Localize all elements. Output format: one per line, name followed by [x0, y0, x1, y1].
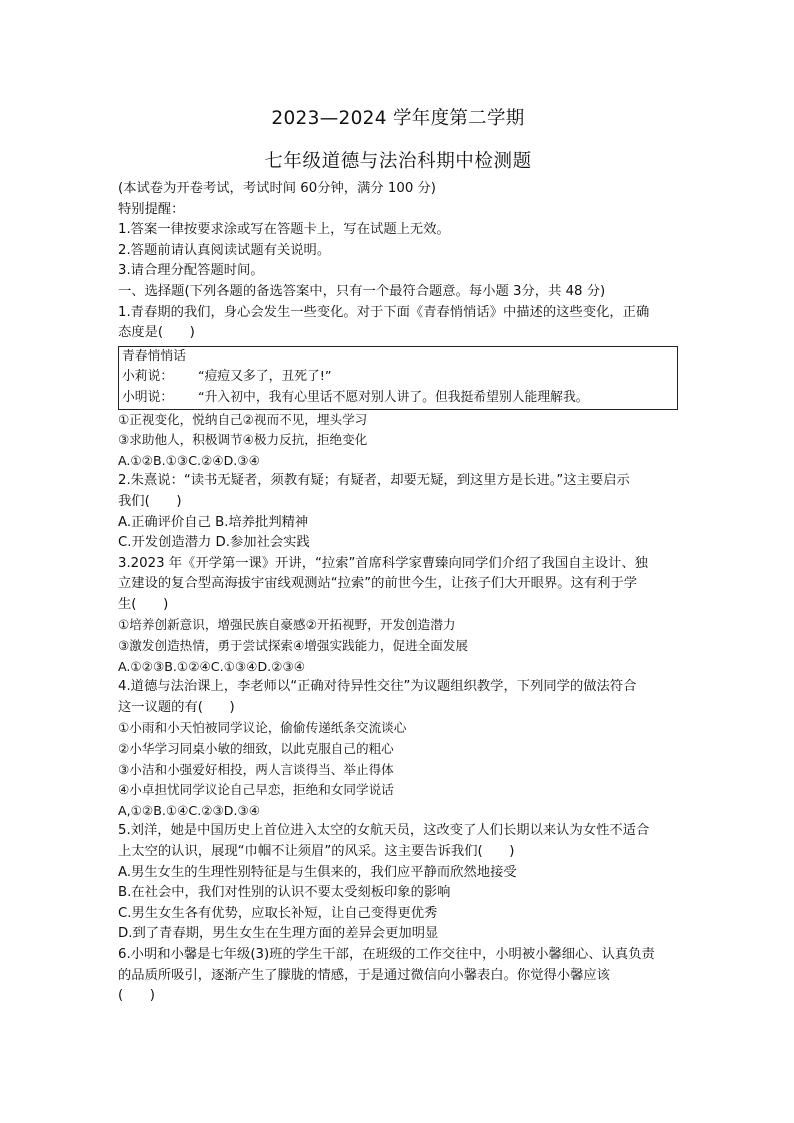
q1-stem-line2: 态度是( )	[118, 325, 195, 341]
q5-choice-d: D.到了青春期，男生女生在生理方面的差异会更加明显	[118, 926, 439, 942]
exam-subject-title: 七年级道德与法治科期中检测题	[264, 151, 532, 172]
q1-options-line2: ③求助他人，积极调节④极力反抗，拒绝变化	[118, 432, 368, 448]
q3-stem-line2: 立建设的复合型高海拔宇宙线观测站“拉索”的前世今生，让孩子们大开眼界。这有利于学	[118, 576, 638, 592]
q3-options-line1: ①培养创新意识，增强民族自豪感②开拓视野，开发创造潜力	[118, 617, 456, 633]
q3-stem-line3: 生( )	[118, 596, 169, 612]
q4-option-2: ②小华学习同桌小敏的细致，以此克服自己的粗心	[118, 741, 394, 757]
q1-choices: A.①②B.①③C.②④D.③④	[118, 452, 260, 468]
q1-options-line1: ①正视变化，悦纳自己②视而不见，埋头学习	[118, 411, 368, 427]
q2-choices-ab: A.正确评价自己 B.培养批判精神	[118, 514, 309, 530]
q4-option-1: ①小雨和小天怕被同学议论，偷偷传递纸条交流谈心	[118, 720, 407, 736]
q5-stem-line1: 5.刘洋，她是中国历史上首位进入太空的女航天员，这改变了人们长期以来认为女性不适合	[118, 823, 650, 839]
reminder-2: 2.答题前请认真阅读试题有关说明。	[118, 242, 331, 258]
q5-choice-b: B.在社会中，我们对性别的认识不要太受刻板印象的影响	[118, 885, 451, 901]
quote-box-title: 青春悄悄话	[122, 348, 186, 364]
exam-year-title: 2023—2024 学年度第二学期	[271, 108, 525, 129]
quote-speaker: 小莉说：	[122, 369, 174, 385]
q1-stem-line1: 1.青春期的我们，身心会发生一些变化。对于下面《青春悄悄话》中描述的这些变化，正确	[118, 304, 650, 320]
quote-text: “升入初中，我有心里话不愿对别人讲了。但我挺希望别人能理解我。	[198, 389, 589, 405]
reminder-1: 1.答案一律按要求涂或写在答题卡上，写在试题上无效。	[118, 222, 450, 238]
q5-choice-a: A.男生女生的生理性别特征是与生俱来的，我们应平静而欣然地接受	[118, 864, 517, 880]
q2-stem-line2: 我们( )	[118, 493, 182, 509]
q5-stem-line2: 上太空的认识，展现“巾帼不让须眉”的风采。这主要告诉我们( )	[118, 844, 515, 859]
reminder-3: 3.请合理分配答题时间。	[118, 263, 264, 279]
section-heading: 一、选择题(下列各题的备选答案中，只有一个最符合题意。每小题 3分，共 48 分)	[118, 283, 606, 299]
q1-quote-box	[118, 346, 678, 410]
q6-stem-line2: 的品质所吸引，逐渐产生了朦胧的情感，于是通过微信向小馨表白。你觉得小馨应该	[118, 967, 610, 983]
q3-choices: A.①②③B.①②④C.①③④D.②③④	[118, 658, 306, 674]
q4-stem-line1: 4.道德与法治课上，李老师以“正确对待异性交往”为议题组织教学，下列同学的做法符合	[118, 679, 637, 695]
quote-speaker: 小明说：	[122, 389, 174, 405]
q4-option-4: ④小卓担忧同学议论自己早恋，拒绝和女同学说话	[118, 782, 394, 798]
q3-stem-line1: 3.2023 年《开学第一课》开讲，“拉索”首席科学家曹臻向同学们介绍了我国自主设计、独	[118, 555, 648, 571]
quote-row-xiaoming	[122, 388, 674, 409]
quote-row-xiaoli	[122, 367, 674, 388]
q3-options-line2: ③激发创造热情，勇于尝试探索④增强实践能力，促进全面发展	[118, 638, 469, 654]
q6-stem-line1: 6.小明和小馨是七年级(3)班的学生干部，在班级的工作交往中，小明被小馨细心、认真负责	[118, 946, 655, 962]
quote-text: “痘痘又多了，丑死了!”	[198, 369, 332, 385]
q6-stem-line3: ( )	[118, 988, 155, 1004]
q4-stem-line2: 这一议题的有( )	[118, 699, 235, 715]
q2-stem-line1: 2.朱熹说：“读书无疑者，须教有疑；有疑者，却要无疑，到这里方是长进。”这主要启示	[118, 473, 630, 489]
q4-option-3: ③小洁和小强爱好相投，两人言谈得当、举止得体	[118, 761, 394, 777]
q4-choices: A,①②B.①④C.②③D.③④	[118, 802, 261, 818]
special-reminder-heading: 特别提醒：	[118, 201, 185, 217]
exam-note: (本试卷为开卷考试，考试时间 60分钟，满分 100 分)	[118, 181, 436, 196]
q2-choices-cd: C.开发创造潜力 D.参加社会实践	[118, 535, 310, 551]
q5-choice-c: C.男生女生各有优势，应取长补短，让自己变得更优秀	[118, 905, 438, 921]
